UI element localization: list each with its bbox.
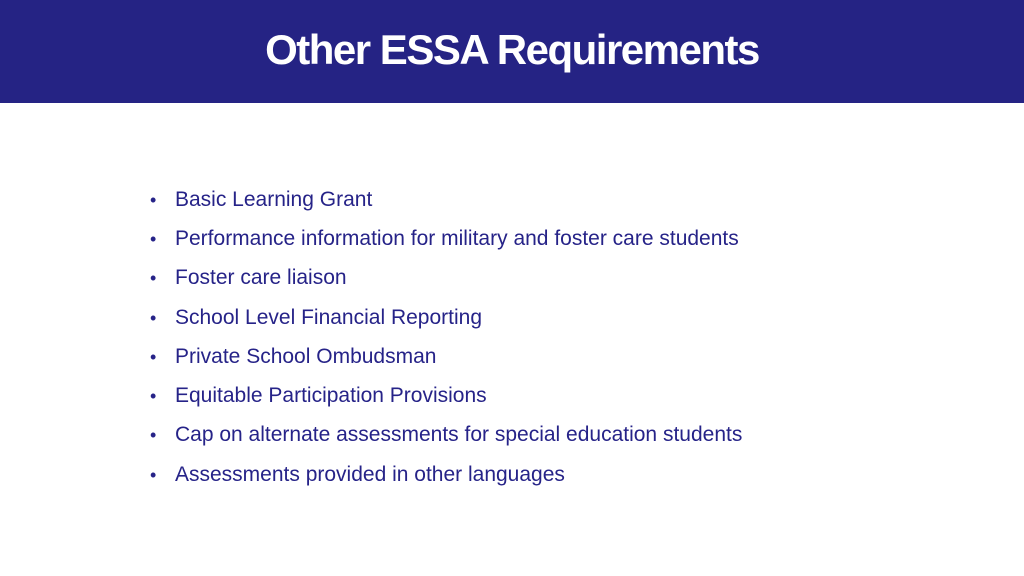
list-item-text: Equitable Participation Provisions bbox=[175, 384, 487, 408]
list-item bbox=[150, 180, 742, 219]
bullet-icon: • bbox=[150, 268, 157, 289]
bullet-icon: • bbox=[150, 228, 157, 249]
list-item-text: Cap on alternate assessments for special education students bbox=[175, 423, 743, 447]
title-bar bbox=[0, 0, 1024, 103]
list-item-text: Performance information for military and foster care students bbox=[175, 226, 739, 250]
list-item-text: Assessments provided in other languages bbox=[175, 462, 565, 486]
list-item bbox=[150, 219, 742, 258]
list-item bbox=[150, 259, 742, 298]
list-item-text: Basic Learning Grant bbox=[175, 187, 373, 211]
list-item bbox=[150, 376, 742, 415]
list-item bbox=[150, 455, 742, 494]
bullet-icon: • bbox=[150, 386, 157, 407]
list-item bbox=[150, 337, 742, 376]
slide-title: Other ESSA Requirements bbox=[265, 25, 759, 73]
bullet-icon: • bbox=[150, 464, 157, 485]
list-item-text: School Level Financial Reporting bbox=[175, 305, 483, 329]
list-item bbox=[150, 298, 742, 337]
list-item-text: Foster care liaison bbox=[175, 266, 347, 290]
bullet-icon: • bbox=[150, 307, 157, 328]
bullet-list bbox=[150, 180, 742, 494]
bullet-icon: • bbox=[150, 346, 157, 367]
bullet-icon: • bbox=[150, 189, 157, 210]
bullet-icon: • bbox=[150, 425, 157, 446]
list-item bbox=[150, 416, 742, 455]
list-item-text: Private School Ombudsman bbox=[175, 344, 437, 368]
